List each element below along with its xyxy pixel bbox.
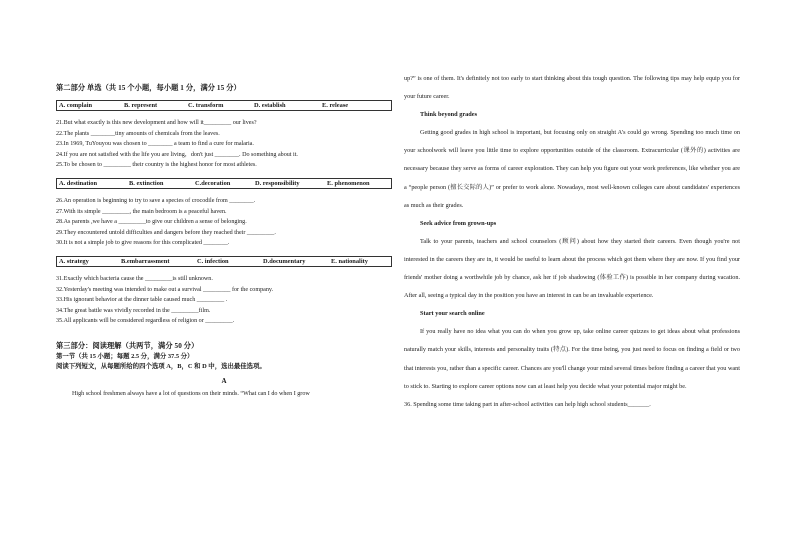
question-item: 34.The great battle was vividly recorded in the _________film. bbox=[56, 307, 211, 314]
word-bank-2 bbox=[56, 178, 392, 189]
question-item: 21.But what exactly is this new development and how will it_________ our lives? bbox=[56, 120, 257, 126]
word-option: E. release bbox=[322, 102, 349, 109]
question-item: 25.To be chosen to _________ their country is the highest honor for most athletes. bbox=[56, 162, 257, 169]
question-item: 35.All applicants will be considered regardless of religion or _________. bbox=[56, 318, 235, 325]
word-bank-1 bbox=[56, 100, 392, 111]
paragraph: If you really have no idea what you can do when you grow up, take online career quizzes to get ideas about what professions naturally match your skills, interests and personality traits (特点). For the time being, you just need to focus on finding a field or two that interests you, rather than a specific career. Chances are you'll change your mind several times before finding a career that you want to stick to. Starting to explore career options now can at least help you decide what your potential major might be. bbox=[404, 328, 740, 390]
question-item: 33.His ignorant behavior at the dinner table caused much _________ . bbox=[56, 297, 228, 304]
instruction-text: 阅读下列短文，从每题所给的四个选项 A，B，C 和 D 中，选出最佳选项。 bbox=[56, 363, 266, 371]
passage-intro: High school freshmen always have a lot of questions on their minds. “What can I do when I grow bbox=[72, 390, 310, 397]
section-heading: Think beyond grades bbox=[420, 111, 478, 119]
paragraph: Getting good grades in high school is important, but focusing only on straight A's could go wrong. Spending too much time on your schoolwork will leave you little time to explore opportunities outside of the classroom. Extracurricular (课外的) activities are necessary because they serve as forms of career exploration. They can help you figure out your work preferences, like whether you are a “people person (擅长交际的人)” or prefer to work alone. Nowadays, most well-known colleges care about candidates' experiences as much as their grades. bbox=[404, 129, 740, 209]
question-item: 27.With its simple _________, the main bedroom is a peaceful haven. bbox=[56, 208, 227, 215]
passage-label: A bbox=[221, 376, 227, 385]
question-36: 36. Spending some time taking part in after-school activities can help high school students_______. bbox=[404, 400, 651, 408]
word-option: B.embarrassment bbox=[121, 257, 170, 265]
question-item: 28.As parents ,we have a _________to give our children a sense of belonging. bbox=[56, 219, 247, 226]
question-item: 22.The plants ________tiny amounts of chemicals from the leaves. bbox=[56, 130, 220, 137]
paragraph: up?” is one of them. It's definitely not too early to start thinking about this tough question. The following tips may help equip you for your future career. bbox=[404, 75, 740, 101]
word-option: D. establish bbox=[254, 102, 286, 109]
word-option: A. complain bbox=[59, 102, 93, 109]
left-column bbox=[56, 72, 392, 400]
word-option: C.decoration bbox=[195, 179, 231, 187]
paragraph: Talk to your parents, teachers and school counselors (顾问) about how they started their careers. Even though you're not interested in the careers they are in, it would be useful to learn about the process which got them where they are now. If you find your friends' mother doing a worthwhile job by chance, ask her if job shadowing (体验工作) is possible in her company during vacation. After all, seeing a typical day in the position you have an interest in can be an invaluable experience. bbox=[404, 237, 740, 300]
word-option: B. represent bbox=[124, 102, 158, 109]
word-option: D. responsibility bbox=[255, 179, 300, 187]
right-column bbox=[404, 70, 740, 414]
question-item: 26.An operation is beginning to try to save a species of crocodile from ________. bbox=[56, 197, 256, 204]
word-option: A. strategy bbox=[59, 257, 89, 265]
word-option: A. destination bbox=[59, 179, 97, 187]
word-option: D.documentary bbox=[263, 257, 306, 265]
section-heading: Seek advice from grown-ups bbox=[420, 219, 497, 227]
word-option: E. phenomenon bbox=[327, 179, 370, 187]
question-item: 32.Yesterday's meeting was intended to make out a survival _________ for the company. bbox=[56, 286, 274, 293]
question-item: 31.Exactly which bacteria cause the _________is still unknown. bbox=[56, 275, 213, 282]
question-item: 24.If you are not satisfied with the life you are living，don't just ________. Do something about it. bbox=[56, 151, 298, 158]
question-item: 29.They encountered untold difficulties and dangers before they reached their _________. bbox=[56, 229, 276, 236]
question-item: 23.In 1969, TuYouyou was chosen to ________ a team to find a cure for malaria. bbox=[56, 141, 254, 148]
word-option: E. nationality bbox=[331, 257, 368, 265]
section-heading: Start your search online bbox=[420, 310, 485, 318]
word-bank-3 bbox=[56, 256, 392, 267]
word-option: C. infection bbox=[197, 257, 229, 265]
question-item: 30.It is not a simple job to give reasons for this complicated ________. bbox=[56, 240, 230, 247]
section1-heading: 第一节（共 15 小题；每题 2.5 分，满分 37.5 分） bbox=[56, 352, 194, 360]
word-option: B. extinction bbox=[129, 179, 164, 187]
word-option: C. transform bbox=[188, 102, 224, 109]
part2-title: 第二部分 单选（共 15 个小题，每小题 1 分，满分 15 分） bbox=[56, 84, 241, 92]
part3-title: 第三部分：阅读理解（共两节，满分 50 分） bbox=[56, 341, 199, 350]
